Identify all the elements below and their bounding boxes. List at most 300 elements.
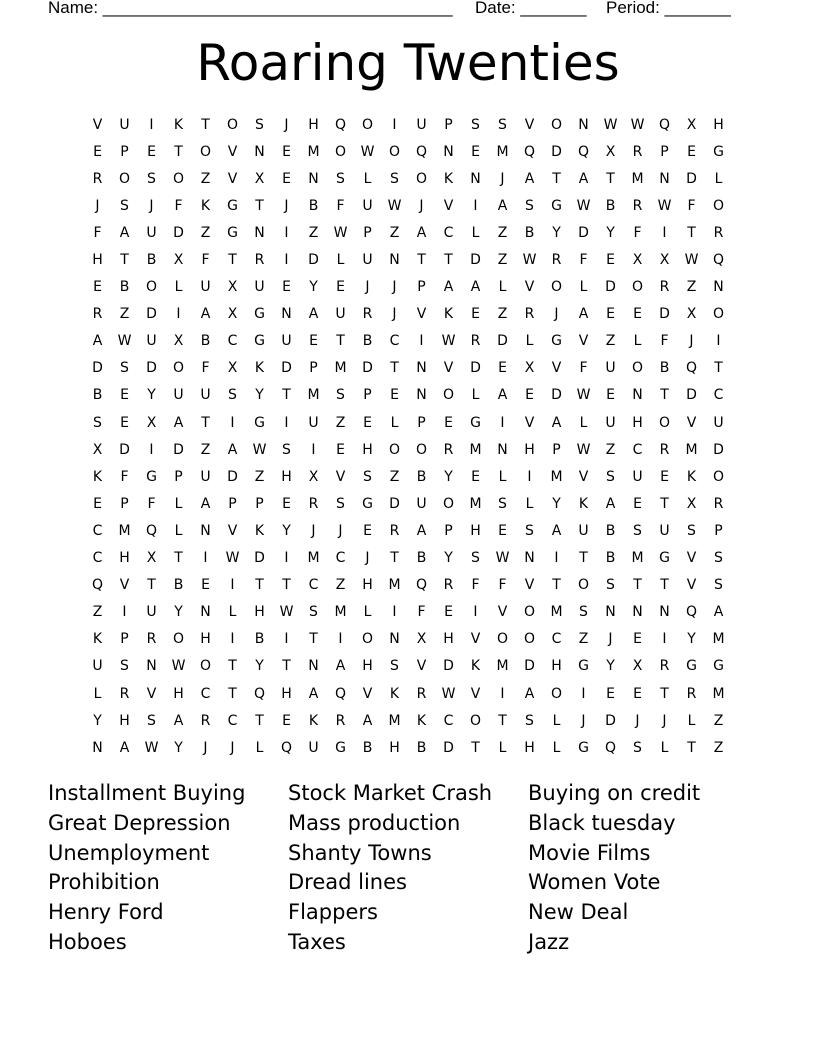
grid-letter[interactable]: F: [174, 197, 183, 214]
grid-letter[interactable]: I: [662, 631, 667, 648]
grid-letter[interactable]: M: [334, 360, 347, 377]
grid-letter[interactable]: I: [392, 116, 397, 133]
grid-letter[interactable]: S: [228, 387, 237, 404]
grid-letter[interactable]: Y: [309, 279, 318, 296]
grid-letter[interactable]: H: [362, 658, 373, 675]
grid-letter[interactable]: X: [524, 360, 535, 377]
grid-letter[interactable]: O: [361, 116, 374, 133]
grid-letter[interactable]: M: [307, 387, 320, 404]
grid-letter[interactable]: I: [473, 197, 478, 214]
grid-letter[interactable]: S: [147, 170, 156, 187]
grid-letter[interactable]: E: [93, 279, 102, 296]
grid-letter[interactable]: K: [308, 712, 319, 729]
grid-letter[interactable]: U: [281, 333, 292, 350]
grid-letter[interactable]: P: [444, 522, 453, 539]
grid-letter[interactable]: T: [228, 685, 237, 702]
grid-letter[interactable]: H: [524, 739, 535, 756]
grid-letter[interactable]: T: [201, 116, 210, 133]
grid-letter[interactable]: E: [282, 495, 291, 512]
grid-letter[interactable]: S: [714, 550, 723, 567]
grid-letter[interactable]: S: [525, 712, 534, 729]
grid-letter[interactable]: L: [363, 170, 372, 187]
grid-letter[interactable]: J: [581, 712, 586, 729]
grid-letter[interactable]: V: [524, 414, 535, 431]
grid-letter[interactable]: O: [145, 279, 158, 296]
grid-letter[interactable]: I: [500, 685, 505, 702]
grid-letter[interactable]: L: [471, 224, 480, 241]
grid-letter[interactable]: S: [687, 522, 696, 539]
grid-letter[interactable]: D: [173, 441, 184, 458]
grid-letter[interactable]: I: [230, 414, 235, 431]
grid-letter[interactable]: W: [441, 333, 456, 350]
grid-letter[interactable]: E: [498, 360, 507, 377]
grid-letter[interactable]: A: [524, 685, 535, 702]
grid-letter[interactable]: Z: [605, 441, 616, 458]
grid-letter[interactable]: R: [551, 252, 562, 269]
grid-letter[interactable]: K: [173, 116, 184, 133]
grid-letter[interactable]: D: [362, 360, 373, 377]
grid-letter[interactable]: T: [255, 577, 264, 594]
grid-letter[interactable]: E: [606, 387, 615, 404]
grid-letter[interactable]: W: [576, 387, 591, 404]
grid-letter[interactable]: V: [362, 685, 373, 702]
grid-letter[interactable]: Q: [604, 739, 617, 756]
grid-letter[interactable]: A: [200, 495, 211, 512]
grid-letter[interactable]: X: [92, 441, 103, 458]
grid-letter[interactable]: E: [282, 279, 291, 296]
grid-letter[interactable]: K: [686, 468, 697, 485]
grid-letter[interactable]: F: [687, 197, 696, 214]
grid-letter[interactable]: T: [228, 658, 237, 675]
grid-letter[interactable]: Q: [712, 252, 725, 269]
grid-letter[interactable]: G: [254, 414, 265, 431]
grid-letter[interactable]: A: [173, 712, 184, 729]
grid-letter[interactable]: K: [578, 495, 589, 512]
grid-letter[interactable]: L: [336, 252, 345, 269]
grid-letter[interactable]: O: [523, 631, 536, 648]
grid-letter[interactable]: Z: [254, 468, 265, 485]
grid-letter[interactable]: J: [284, 197, 289, 214]
grid-letter[interactable]: C: [551, 631, 562, 648]
grid-letter[interactable]: X: [686, 306, 697, 323]
grid-letter[interactable]: F: [336, 197, 345, 214]
grid-letter[interactable]: Q: [334, 116, 347, 133]
grid-letter[interactable]: V: [146, 685, 157, 702]
grid-letter[interactable]: L: [552, 712, 561, 729]
grid-letter[interactable]: C: [389, 333, 400, 350]
grid-letter[interactable]: G: [713, 143, 724, 160]
grid-letter[interactable]: T: [174, 143, 183, 160]
grid-letter[interactable]: O: [496, 631, 509, 648]
grid-letter[interactable]: W: [684, 252, 699, 269]
grid-letter[interactable]: Z: [713, 712, 724, 729]
grid-letter[interactable]: V: [686, 414, 697, 431]
grid-letter[interactable]: Y: [552, 495, 561, 512]
grid-letter[interactable]: K: [254, 360, 265, 377]
grid-letter[interactable]: U: [173, 387, 184, 404]
grid-letter[interactable]: G: [146, 468, 157, 485]
grid-letter[interactable]: O: [442, 495, 455, 512]
grid-letter[interactable]: K: [254, 522, 265, 539]
grid-letter[interactable]: E: [336, 279, 345, 296]
grid-letter[interactable]: N: [497, 441, 508, 458]
grid-letter[interactable]: V: [443, 360, 454, 377]
grid-letter[interactable]: V: [416, 306, 427, 323]
grid-letter[interactable]: L: [525, 333, 534, 350]
grid-letter[interactable]: U: [308, 414, 319, 431]
grid-letter[interactable]: R: [308, 495, 319, 512]
grid-letter[interactable]: U: [146, 224, 157, 241]
grid-letter[interactable]: U: [605, 414, 616, 431]
grid-letter[interactable]: V: [686, 550, 697, 567]
grid-letter[interactable]: M: [118, 522, 131, 539]
grid-letter[interactable]: T: [255, 197, 264, 214]
grid-letter[interactable]: U: [146, 604, 157, 621]
grid-letter[interactable]: T: [444, 252, 453, 269]
grid-letter[interactable]: Z: [92, 604, 103, 621]
grid-letter[interactable]: C: [92, 522, 103, 539]
grid-letter[interactable]: X: [659, 252, 670, 269]
grid-letter[interactable]: O: [712, 306, 725, 323]
grid-letter[interactable]: A: [416, 522, 427, 539]
grid-letter[interactable]: W: [279, 604, 294, 621]
grid-letter[interactable]: I: [284, 224, 289, 241]
grid-letter[interactable]: C: [443, 712, 454, 729]
grid-letter[interactable]: R: [524, 306, 535, 323]
grid-letter[interactable]: K: [470, 658, 481, 675]
grid-letter[interactable]: N: [308, 658, 319, 675]
grid-letter[interactable]: L: [525, 495, 534, 512]
grid-letter[interactable]: T: [309, 631, 318, 648]
grid-letter[interactable]: Q: [280, 739, 293, 756]
grid-letter[interactable]: J: [419, 197, 424, 214]
grid-letter[interactable]: O: [631, 279, 644, 296]
grid-letter[interactable]: N: [578, 116, 589, 133]
grid-letter[interactable]: F: [660, 333, 669, 350]
grid-letter[interactable]: W: [252, 441, 267, 458]
grid-letter[interactable]: B: [308, 197, 319, 214]
grid-letter[interactable]: R: [713, 495, 724, 512]
grid-letter[interactable]: N: [524, 550, 535, 567]
grid-letter[interactable]: Z: [497, 224, 508, 241]
grid-letter[interactable]: S: [471, 116, 480, 133]
grid-letter[interactable]: E: [282, 143, 291, 160]
grid-letter[interactable]: Z: [335, 414, 346, 431]
grid-letter[interactable]: W: [603, 116, 618, 133]
grid-letter[interactable]: B: [92, 387, 103, 404]
grid-letter[interactable]: A: [200, 306, 211, 323]
grid-letter[interactable]: U: [578, 522, 589, 539]
grid-letter[interactable]: L: [579, 414, 588, 431]
grid-letter[interactable]: B: [254, 631, 265, 648]
grid-letter[interactable]: S: [120, 360, 129, 377]
grid-letter[interactable]: A: [578, 306, 589, 323]
grid-letter[interactable]: Q: [577, 143, 590, 160]
grid-letter[interactable]: I: [500, 414, 505, 431]
grid-letter[interactable]: H: [119, 550, 130, 567]
grid-letter[interactable]: V: [578, 333, 589, 350]
grid-letter[interactable]: D: [605, 279, 616, 296]
grid-letter[interactable]: U: [713, 414, 724, 431]
grid-letter[interactable]: R: [686, 685, 697, 702]
grid-letter[interactable]: U: [362, 197, 373, 214]
grid-letter[interactable]: D: [551, 387, 562, 404]
grid-letter[interactable]: A: [497, 387, 508, 404]
grid-letter[interactable]: J: [392, 279, 397, 296]
grid-letter[interactable]: I: [149, 441, 154, 458]
grid-letter[interactable]: F: [471, 577, 480, 594]
grid-letter[interactable]: B: [119, 279, 130, 296]
grid-letter[interactable]: V: [119, 577, 130, 594]
grid-letter[interactable]: S: [93, 414, 102, 431]
grid-letter[interactable]: B: [416, 739, 427, 756]
grid-letter[interactable]: O: [118, 170, 131, 187]
grid-letter[interactable]: O: [172, 360, 185, 377]
grid-letter[interactable]: E: [606, 685, 615, 702]
grid-letter[interactable]: H: [119, 712, 130, 729]
grid-letter[interactable]: I: [338, 631, 343, 648]
grid-letter[interactable]: D: [254, 550, 265, 567]
grid-letter[interactable]: M: [496, 658, 509, 675]
grid-letter[interactable]: Q: [685, 604, 698, 621]
grid-letter[interactable]: M: [388, 712, 401, 729]
grid-letter[interactable]: U: [92, 658, 103, 675]
grid-letter[interactable]: V: [524, 116, 535, 133]
grid-letter[interactable]: E: [282, 712, 291, 729]
grid-letter[interactable]: G: [578, 739, 589, 756]
grid-letter[interactable]: Q: [334, 685, 347, 702]
grid-letter[interactable]: L: [93, 685, 102, 702]
grid-letter[interactable]: L: [174, 522, 183, 539]
grid-letter[interactable]: C: [308, 577, 319, 594]
grid-letter[interactable]: H: [551, 658, 562, 675]
grid-letter[interactable]: T: [633, 577, 642, 594]
grid-letter[interactable]: M: [631, 170, 644, 187]
grid-letter[interactable]: G: [551, 333, 562, 350]
grid-letter[interactable]: S: [390, 170, 399, 187]
grid-letter[interactable]: V: [497, 604, 508, 621]
grid-letter[interactable]: L: [390, 414, 399, 431]
grid-letter[interactable]: A: [92, 333, 103, 350]
grid-letter[interactable]: U: [335, 306, 346, 323]
grid-letter[interactable]: J: [554, 306, 559, 323]
grid-letter[interactable]: G: [686, 658, 697, 675]
date-field-label[interactable]: Date: _______: [475, 0, 587, 17]
grid-letter[interactable]: T: [498, 712, 507, 729]
grid-letter[interactable]: A: [713, 604, 724, 621]
grid-letter[interactable]: T: [552, 170, 561, 187]
grid-letter[interactable]: Q: [415, 577, 428, 594]
grid-letter[interactable]: R: [443, 441, 454, 458]
grid-letter[interactable]: N: [416, 387, 427, 404]
grid-letter[interactable]: O: [469, 712, 482, 729]
grid-letter[interactable]: H: [281, 685, 292, 702]
grid-letter[interactable]: O: [442, 387, 455, 404]
grid-letter[interactable]: V: [227, 522, 238, 539]
grid-letter[interactable]: U: [119, 116, 130, 133]
grid-letter[interactable]: F: [498, 577, 507, 594]
grid-letter[interactable]: G: [470, 414, 481, 431]
grid-letter[interactable]: W: [144, 739, 159, 756]
grid-letter[interactable]: N: [416, 360, 427, 377]
grid-letter[interactable]: U: [605, 360, 616, 377]
grid-letter[interactable]: T: [282, 577, 291, 594]
grid-letter[interactable]: Q: [523, 143, 536, 160]
grid-letter[interactable]: G: [659, 550, 670, 567]
grid-letter[interactable]: G: [227, 197, 238, 214]
grid-letter[interactable]: Z: [713, 739, 724, 756]
grid-letter[interactable]: T: [660, 387, 669, 404]
grid-letter[interactable]: Z: [308, 224, 319, 241]
grid-letter[interactable]: N: [200, 522, 211, 539]
grid-letter[interactable]: R: [200, 712, 211, 729]
grid-letter[interactable]: O: [172, 170, 185, 187]
grid-letter[interactable]: A: [497, 197, 508, 214]
grid-letter[interactable]: R: [335, 712, 346, 729]
grid-letter[interactable]: A: [308, 685, 319, 702]
grid-letter[interactable]: X: [146, 550, 157, 567]
name-field-label[interactable]: Name: _____________________________________: [48, 0, 453, 17]
grid-letter[interactable]: E: [363, 522, 372, 539]
grid-letter[interactable]: P: [120, 631, 129, 648]
grid-letter[interactable]: Z: [200, 441, 211, 458]
grid-letter[interactable]: B: [605, 522, 616, 539]
grid-letter[interactable]: H: [362, 441, 373, 458]
grid-letter[interactable]: R: [659, 279, 670, 296]
grid-letter[interactable]: R: [632, 197, 643, 214]
grid-letter[interactable]: Z: [497, 252, 508, 269]
grid-letter[interactable]: C: [335, 550, 346, 567]
grid-letter[interactable]: O: [388, 143, 401, 160]
grid-letter[interactable]: W: [522, 252, 537, 269]
grid-letter[interactable]: F: [579, 252, 588, 269]
grid-letter[interactable]: E: [390, 387, 399, 404]
grid-letter[interactable]: Z: [605, 333, 616, 350]
grid-letter[interactable]: N: [200, 604, 211, 621]
grid-letter[interactable]: J: [203, 739, 208, 756]
grid-letter[interactable]: G: [551, 197, 562, 214]
grid-letter[interactable]: W: [630, 116, 645, 133]
grid-letter[interactable]: B: [524, 224, 535, 241]
grid-letter[interactable]: J: [365, 279, 370, 296]
grid-letter[interactable]: B: [173, 577, 184, 594]
grid-letter[interactable]: I: [473, 604, 478, 621]
grid-letter[interactable]: J: [392, 306, 397, 323]
grid-letter[interactable]: X: [632, 252, 643, 269]
grid-letter[interactable]: E: [282, 170, 291, 187]
grid-letter[interactable]: P: [228, 495, 237, 512]
grid-letter[interactable]: B: [416, 468, 427, 485]
grid-letter[interactable]: T: [255, 712, 264, 729]
grid-letter[interactable]: N: [713, 279, 724, 296]
grid-letter[interactable]: X: [227, 279, 238, 296]
grid-letter[interactable]: S: [579, 604, 588, 621]
grid-letter[interactable]: U: [146, 333, 157, 350]
grid-letter[interactable]: P: [714, 522, 723, 539]
grid-letter[interactable]: P: [120, 143, 129, 160]
grid-letter[interactable]: R: [659, 441, 670, 458]
grid-letter[interactable]: I: [662, 224, 667, 241]
grid-letter[interactable]: S: [282, 441, 291, 458]
grid-letter[interactable]: O: [712, 197, 725, 214]
grid-letter[interactable]: E: [660, 468, 669, 485]
grid-letter[interactable]: J: [608, 631, 613, 648]
grid-letter[interactable]: S: [525, 522, 534, 539]
grid-letter[interactable]: Z: [497, 306, 508, 323]
grid-letter[interactable]: J: [500, 170, 505, 187]
grid-letter[interactable]: R: [146, 631, 157, 648]
grid-letter[interactable]: I: [716, 333, 721, 350]
grid-letter[interactable]: B: [146, 252, 157, 269]
grid-letter[interactable]: V: [524, 279, 535, 296]
grid-letter[interactable]: U: [200, 279, 211, 296]
grid-letter[interactable]: M: [469, 441, 482, 458]
grid-letter[interactable]: D: [686, 387, 697, 404]
grid-letter[interactable]: S: [498, 495, 507, 512]
grid-letter[interactable]: S: [498, 116, 507, 133]
grid-letter[interactable]: R: [470, 333, 481, 350]
grid-letter[interactable]: Y: [255, 658, 264, 675]
grid-letter[interactable]: C: [632, 441, 643, 458]
grid-letter[interactable]: Y: [147, 387, 156, 404]
grid-letter[interactable]: E: [633, 685, 642, 702]
grid-letter[interactable]: T: [282, 658, 291, 675]
grid-letter[interactable]: A: [578, 170, 589, 187]
grid-letter[interactable]: X: [632, 658, 643, 675]
grid-letter[interactable]: M: [496, 143, 509, 160]
grid-letter[interactable]: K: [389, 685, 400, 702]
grid-letter[interactable]: H: [389, 739, 400, 756]
grid-letter[interactable]: V: [335, 468, 346, 485]
grid-letter[interactable]: A: [470, 279, 481, 296]
grid-letter[interactable]: M: [469, 495, 482, 512]
grid-letter[interactable]: I: [203, 550, 208, 567]
grid-letter[interactable]: Z: [389, 468, 400, 485]
grid-letter[interactable]: S: [255, 116, 264, 133]
grid-letter[interactable]: Z: [200, 170, 211, 187]
grid-letter[interactable]: T: [390, 360, 399, 377]
grid-letter[interactable]: B: [605, 197, 616, 214]
grid-letter[interactable]: N: [92, 739, 103, 756]
grid-letter[interactable]: O: [199, 658, 212, 675]
grid-letter[interactable]: I: [230, 631, 235, 648]
grid-letter[interactable]: S: [336, 495, 345, 512]
grid-letter[interactable]: E: [633, 495, 642, 512]
grid-letter[interactable]: W: [225, 550, 240, 567]
grid-letter[interactable]: L: [687, 712, 696, 729]
grid-letter[interactable]: P: [660, 143, 669, 160]
grid-letter[interactable]: R: [92, 306, 103, 323]
grid-letter[interactable]: O: [415, 170, 428, 187]
grid-letter[interactable]: K: [416, 712, 427, 729]
grid-letter[interactable]: D: [713, 441, 724, 458]
grid-letter[interactable]: M: [712, 631, 725, 648]
grid-letter[interactable]: K: [443, 170, 454, 187]
grid-letter[interactable]: K: [200, 197, 211, 214]
grid-letter[interactable]: G: [713, 658, 724, 675]
grid-letter[interactable]: U: [416, 495, 427, 512]
grid-letter[interactable]: S: [309, 604, 318, 621]
grid-letter[interactable]: F: [201, 252, 210, 269]
grid-letter[interactable]: G: [335, 739, 346, 756]
grid-letter[interactable]: T: [417, 252, 426, 269]
grid-letter[interactable]: I: [581, 685, 586, 702]
grid-letter[interactable]: I: [122, 604, 127, 621]
grid-letter[interactable]: S: [363, 468, 372, 485]
grid-letter[interactable]: O: [550, 685, 563, 702]
grid-letter[interactable]: D: [686, 170, 697, 187]
grid-letter[interactable]: S: [714, 577, 723, 594]
